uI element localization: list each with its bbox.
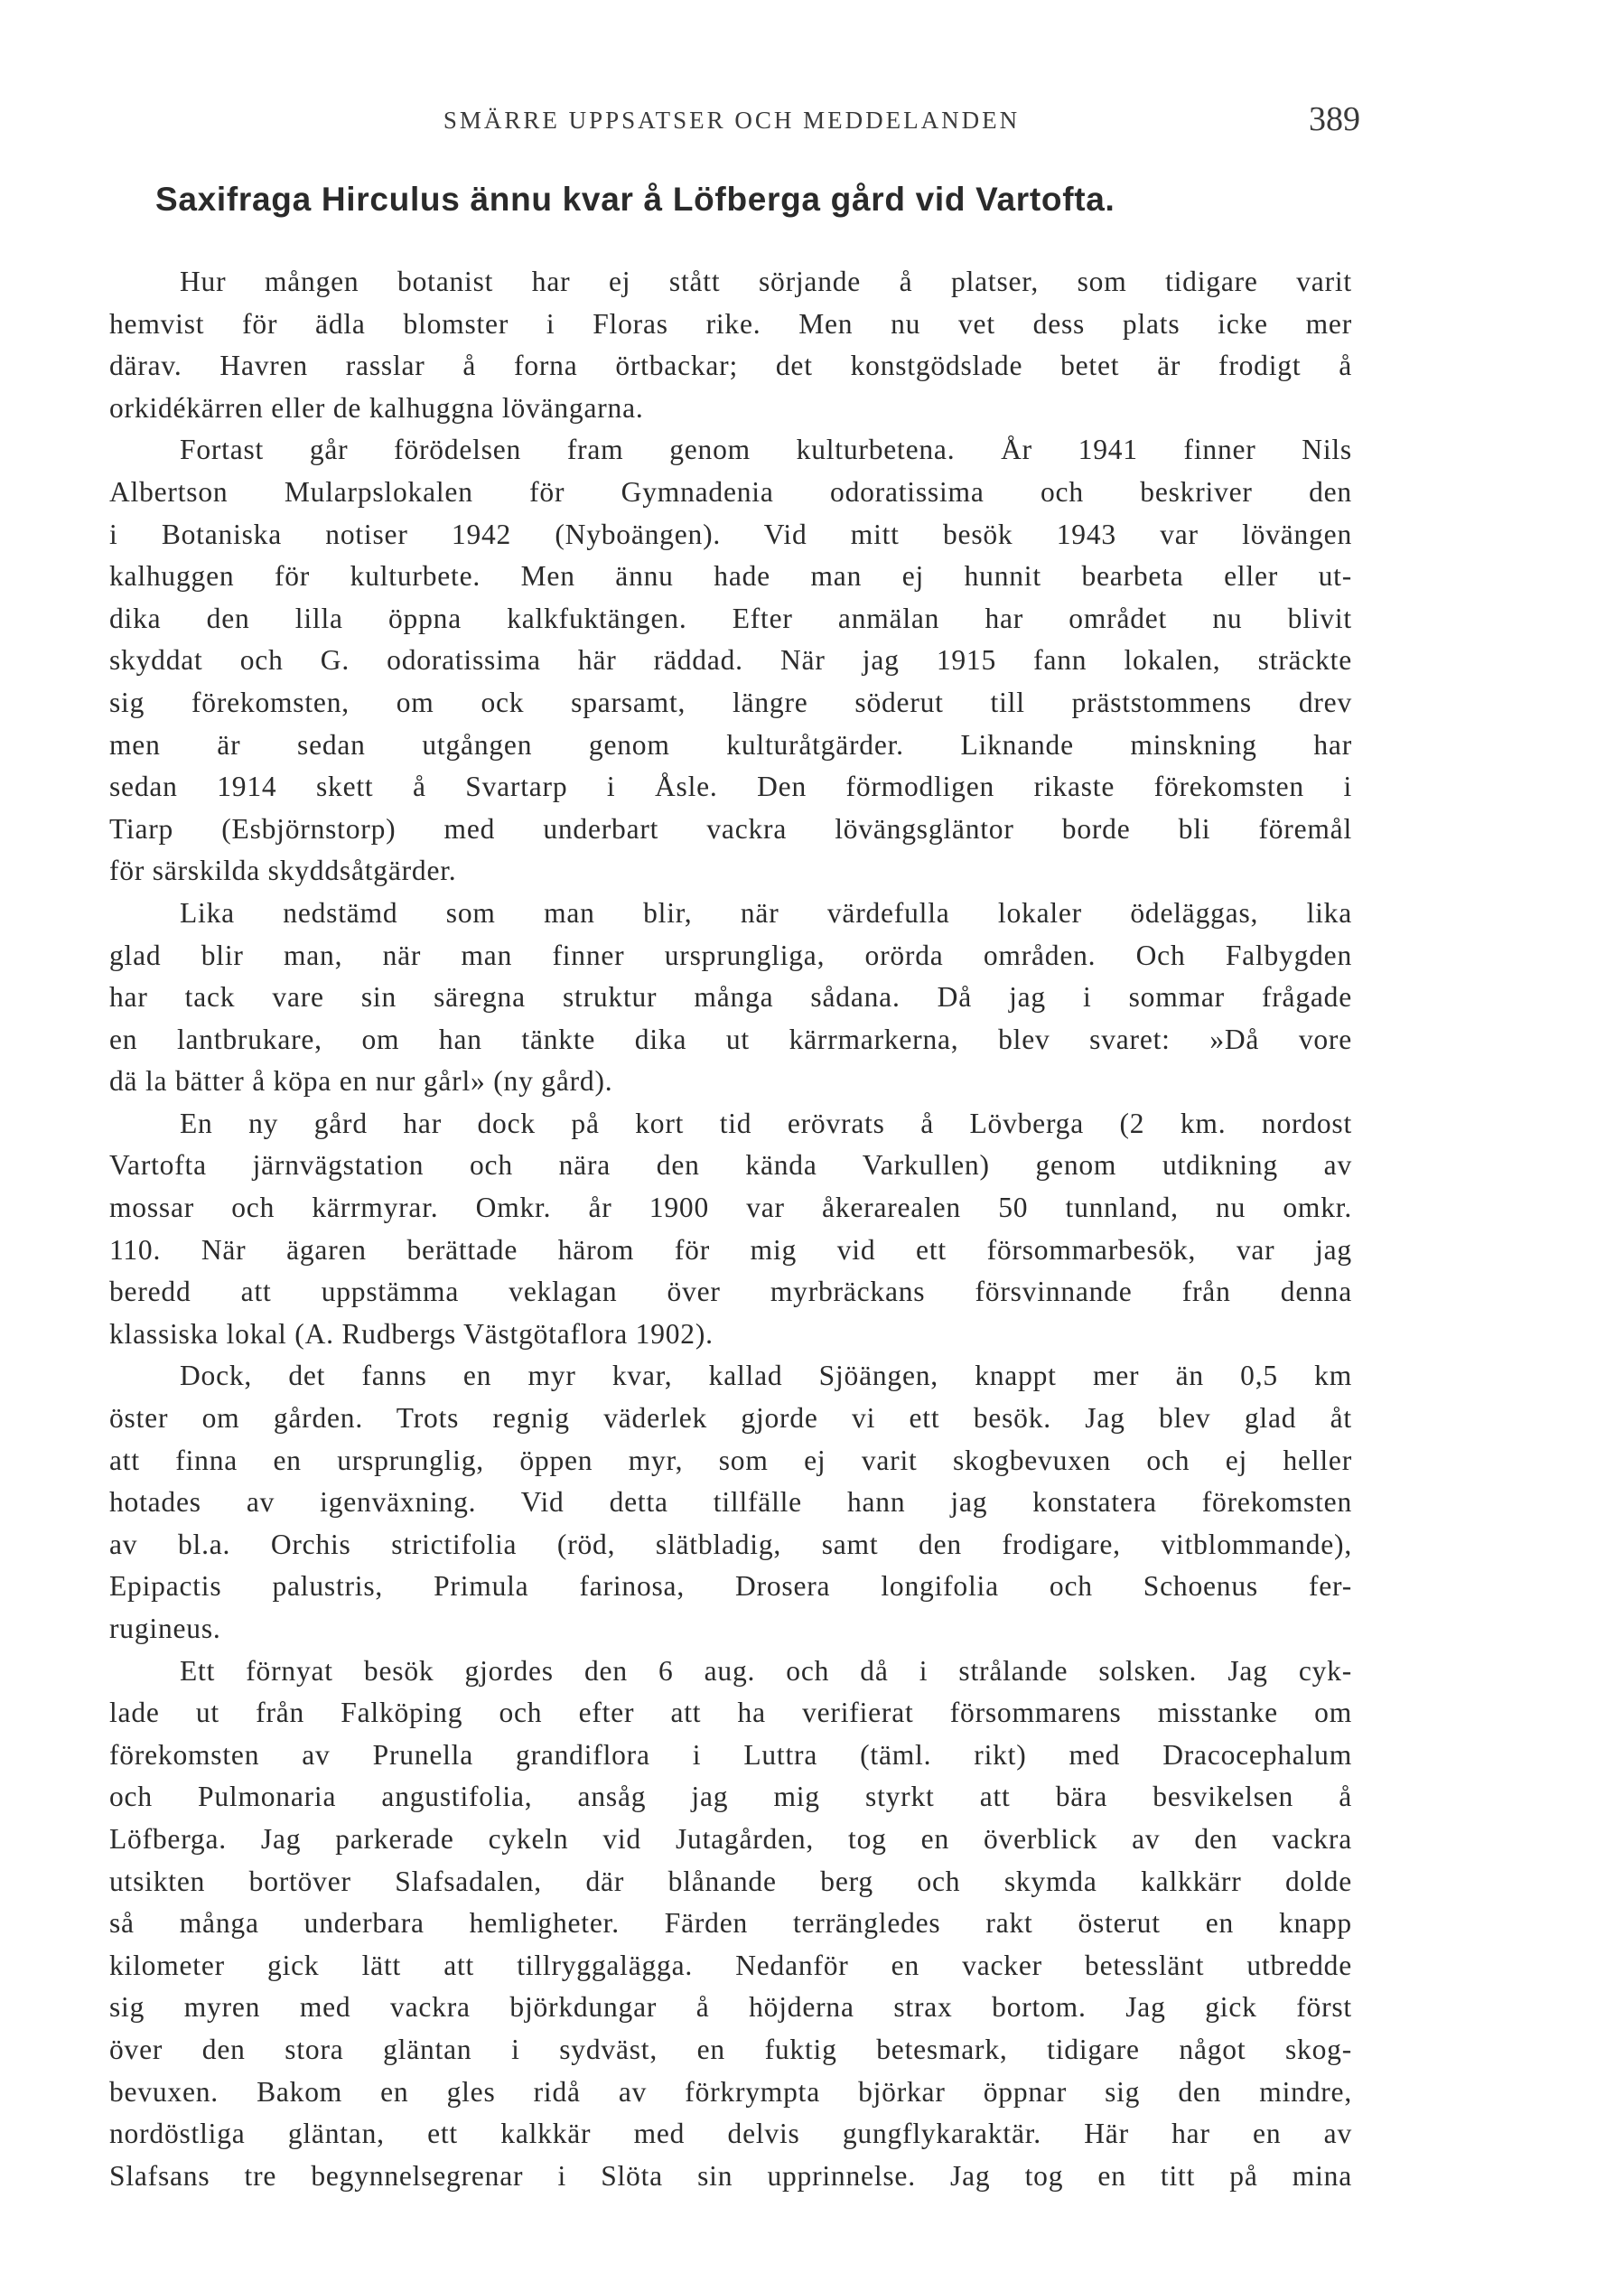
line-text: öster om gården. Trots regnig väderlek gjorde vi ett besök. Jag blev glad åt — [109, 1402, 1352, 1435]
line-text: klassiska lokal (A. Rudbergs Västgötaflora 1902). — [109, 1317, 714, 1350]
text-line — [109, 1019, 1352, 1062]
page-number: 389 — [1309, 100, 1360, 138]
text-line — [109, 1566, 1352, 1608]
text-line — [109, 1608, 1352, 1651]
line-text: förekomsten av Prunella grandiflora i Luttra (täml. rikt) med Dracocephalum — [109, 1738, 1352, 1771]
line-text: av bl.a. Orchis strictifolia (röd, slätbladig, samt den frodigare, vitblommande), — [109, 1528, 1352, 1560]
text-line — [109, 1230, 1352, 1272]
line-text: Hur mången botanist har ej stått sörjande å platser, som tidigare varit — [180, 266, 1352, 297]
text-line — [109, 766, 1352, 809]
line-text: beredd att uppstämma veklagan över myrbräckans försvinnande från denna — [109, 1276, 1352, 1308]
line-text: och Pulmonaria angustifolia, ansåg jag mig styrkt att bära besvikelsen å — [109, 1781, 1352, 1813]
text-line — [109, 1945, 1352, 1987]
line-text: mossar och kärrmyrar. Omkr. år 1900 var åkerarealen 50 tunnland, nu omkr. — [109, 1192, 1352, 1224]
line-text: Tiarp (Esbjörnstorp) med underbart vackra lövängsgläntor borde bli föremål — [109, 812, 1352, 845]
line-text: lade ut från Falköping och efter att ha verifierat försommarens misstanke om — [109, 1697, 1352, 1729]
line-text: sig myren med vackra björkdungar å höjderna strax bortom. Jag gick först — [109, 1991, 1352, 2024]
text-line — [109, 1651, 1352, 1693]
line-text: så många underbara hemligheter. Färden terrängledes rakt österut en knapp — [109, 1907, 1352, 1940]
text-line — [109, 1524, 1352, 1567]
line-text: men är sedan utgången genom kulturåtgärder. Liknande minskning har — [109, 728, 1352, 761]
text-line — [109, 598, 1352, 641]
text-line — [109, 640, 1352, 682]
line-text: skyddat och G. odoratissima här räddad. När jag 1915 fann lokalen, sträckte — [109, 644, 1352, 677]
text-line — [109, 1271, 1352, 1314]
text-line — [109, 725, 1352, 767]
line-text: kalhuggen för kulturbete. Men ännu hade man ej hunnit bearbeta eller ut- — [109, 560, 1352, 593]
text-line — [109, 1987, 1352, 2029]
running-title: SMÄRRE UPPSATSER OCH MEDDELANDEN — [443, 107, 1021, 134]
text-line — [109, 1314, 1352, 1356]
line-text: Slafsans tre begynnelsegrenar i Slöta sin upprinnelse. Jag tog en titt på mina — [109, 2159, 1352, 2192]
text-line — [109, 1692, 1352, 1735]
text-line — [109, 514, 1352, 556]
text-line — [109, 1061, 1352, 1103]
text-line — [109, 1903, 1352, 1945]
line-text: en lantbrukare, om han tänkte dika ut kärrmarkerna, blev svaret: »Då vore — [109, 1023, 1352, 1055]
line-text: för särskilda skyddsåtgärder. — [109, 855, 457, 887]
line-text: Vartofta järnvägstation och nära den kända Varkullen) genom utdikning av — [109, 1149, 1352, 1182]
text-line — [109, 1355, 1352, 1398]
text-line — [109, 304, 1352, 346]
running-header — [108, 100, 1360, 143]
line-text: i Botaniska notiser 1942 (Nyboängen). Vid mitt besök 1943 var lövängen — [109, 518, 1352, 550]
text-line — [109, 1819, 1352, 1861]
text-line — [109, 2156, 1352, 2198]
line-text: orkidékärren eller de kalhuggna lövängarna. — [109, 391, 644, 424]
line-text: hotades av igenväxning. Vid detta tillfälle hann jag konstatera förekomsten — [109, 1486, 1352, 1519]
text-line — [109, 1861, 1352, 1903]
line-text: hemvist för ädla blomster i Floras rike. Men nu vet dess plats icke mer — [109, 307, 1352, 340]
text-line — [109, 345, 1352, 388]
text-line — [109, 1398, 1352, 1440]
line-text: har tack vare sin säregna struktur många sådana. Då jag i sommar frågade — [109, 981, 1352, 1014]
text-line — [109, 388, 1352, 430]
line-text: nordöstliga gläntan, ett kalkkär med delvis gungflykaraktär. Här har en av — [109, 2118, 1352, 2150]
line-text: Löfberga. Jag parkerade cykeln vid Jutagården, tog en överblick av den vackra — [109, 1822, 1352, 1855]
text-line — [109, 429, 1352, 472]
text-line — [109, 1145, 1352, 1187]
text-line — [109, 472, 1352, 514]
line-text: Lika nedstämd som man blir, när värdefulla lokaler ödeläggas, lika — [180, 896, 1352, 929]
text-line — [109, 682, 1352, 725]
text-line — [109, 1103, 1352, 1146]
text-line — [109, 977, 1352, 1019]
line-text: Fortast går förödelsen fram genom kulturbetena. År 1941 finner Nils — [180, 434, 1352, 466]
article-title: Saxifraga Hirculus ännu kvar å Löfberga gård vid Vartofta. — [155, 181, 1115, 218]
text-line — [109, 2113, 1352, 2156]
article-body — [109, 261, 1352, 2197]
line-text: rugineus. — [109, 1613, 221, 1644]
line-text: dika den lilla öppna kalkfuktängen. Efter anmälan har området nu blivit — [109, 602, 1352, 634]
text-line — [109, 1440, 1352, 1482]
text-line — [109, 1187, 1352, 1230]
line-text: sig förekomsten, om ock sparsamt, längre söderut till präststommens drev — [109, 686, 1352, 718]
line-text: Dock, det fanns en myr kvar, kallad Sjöängen, knappt mer än 0,5 km — [180, 1360, 1352, 1392]
line-text: Albertson Mularpslokalen för Gymnadenia odoratissima och beskriver den — [109, 475, 1352, 508]
text-line — [109, 1776, 1352, 1819]
text-line — [109, 893, 1352, 935]
text-line — [109, 2072, 1352, 2114]
text-line — [109, 850, 1352, 893]
line-text: Ett förnyat besök gjordes den 6 aug. och då i strålande solsken. Jag cyk- — [180, 1654, 1352, 1687]
line-text: kilometer gick lätt att tillryggalägga. Nedanför en vacker betesslänt utbredde — [109, 1949, 1352, 1981]
text-line — [109, 1482, 1352, 1524]
line-text: dä la bätter å köpa en nur gårl» (ny gård). — [109, 1065, 613, 1098]
line-text: över den stora gläntan i sydväst, en fuktig betesmark, tidigare något skog- — [109, 2033, 1352, 2065]
line-text: 110. När ägaren berättade härom för mig vid ett försommarbesök, var jag — [109, 1233, 1352, 1266]
text-line — [109, 1735, 1352, 1777]
line-text: Epipactis palustris, Primula farinosa, Drosera longifolia och Schoenus fer- — [109, 1570, 1352, 1603]
text-line — [109, 261, 1352, 304]
text-line — [109, 556, 1352, 598]
text-line — [109, 2029, 1352, 2072]
line-text: sedan 1914 skett å Svartarp i Åsle. Den förmodligen rikaste förekomsten i — [109, 771, 1352, 803]
line-text: därav. Havren rasslar å forna örtbackar; det konstgödslade betet är frodigt å — [109, 350, 1352, 382]
text-line — [109, 935, 1352, 977]
line-text: utsikten bortöver Slafsadalen, där blånande berg och skymda kalkkärr dolde — [109, 1865, 1352, 1897]
line-text: glad blir man, när man finner ursprungliga, orörda områden. Och Falbygden — [109, 939, 1352, 971]
text-line — [109, 809, 1352, 851]
line-text: bevuxen. Bakom en gles ridå av förkrympta björkar öppnar sig den mindre, — [109, 2075, 1352, 2108]
line-text: att finna en ursprunglig, öppen myr, som ej varit skogbevuxen och ej heller — [109, 1444, 1352, 1476]
line-text: En ny gård har dock på kort tid erövrats å Lövberga (2 km. nordost — [180, 1107, 1352, 1139]
